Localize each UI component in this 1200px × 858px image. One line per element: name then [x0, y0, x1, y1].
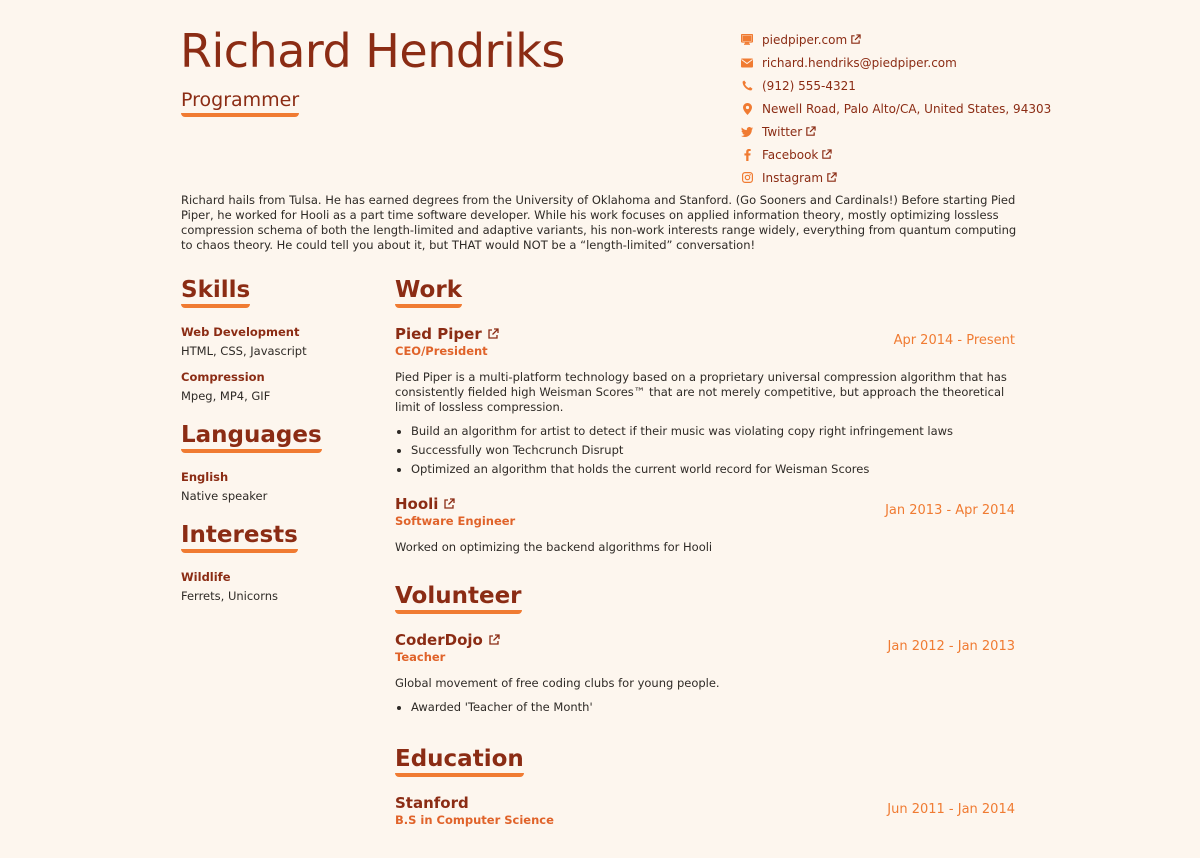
section-title-skills	[181, 277, 250, 308]
work-position: CEO/President	[395, 344, 488, 358]
work-date: Apr 2014 - Present	[893, 333, 1015, 348]
interest-name: Wildlife	[181, 570, 231, 584]
envelope-icon	[741, 57, 753, 69]
contact-phone[interactable]	[741, 74, 1051, 97]
contact-facebook[interactable]	[741, 143, 1051, 166]
language-name: English	[181, 470, 229, 484]
facebook-icon	[741, 149, 753, 161]
skill-name: Compression	[181, 370, 265, 384]
education-degree: B.S in Computer Science	[395, 813, 554, 827]
work-highlights	[395, 422, 1015, 479]
phone-number[interactable]: (912) 555-4321	[762, 78, 856, 93]
section-title-volunteer-text: Volunteer	[395, 583, 522, 609]
interests-section	[181, 522, 371, 603]
instagram-link[interactable]: Instagram	[762, 170, 824, 185]
list-item: Awarded 'Teacher of the Month'	[395, 698, 1015, 717]
skills-section	[181, 277, 371, 403]
section-title-interests-text: Interests	[181, 522, 298, 548]
work-entry	[395, 495, 1015, 555]
external-link-icon[interactable]	[487, 328, 499, 340]
twitter-link[interactable]: Twitter	[762, 124, 803, 139]
list-item: Successfully won Techcrunch Disrupt	[395, 441, 1015, 460]
section-title-education-text: Education	[395, 746, 524, 772]
work-company-text[interactable]: Hooli	[395, 495, 439, 513]
section-title-interests	[181, 522, 298, 553]
section-underline	[395, 610, 522, 614]
list-item: Build an algorithm for artist to detect if their music was violating copy right infringement laws	[395, 422, 1015, 441]
interest-keywords: Ferrets, Unicorns	[181, 589, 279, 603]
skill-name: Web Development	[181, 325, 300, 339]
job-label	[181, 89, 299, 117]
work-company-text[interactable]: Pied Piper	[395, 325, 482, 343]
monitor-icon	[741, 34, 753, 46]
education-date: Jun 2011 - Jan 2014	[887, 802, 1015, 817]
address-text: Newell Road, Palo Alto/CA, United States, 94303	[762, 101, 1052, 116]
section-underline	[395, 304, 462, 308]
contact-website[interactable]	[741, 28, 1051, 51]
person-name: Richard Hendriks	[180, 24, 565, 78]
contact-twitter[interactable]	[741, 120, 1051, 143]
contact-instagram[interactable]	[741, 166, 1051, 189]
instagram-icon	[741, 172, 753, 184]
contact-address	[741, 97, 1051, 120]
volunteer-highlights	[395, 698, 1015, 717]
facebook-link[interactable]: Facebook	[762, 147, 819, 162]
section-title-work-text: Work	[395, 277, 462, 303]
volunteer-summary: Global movement of free coding clubs for young people.	[395, 676, 720, 690]
contact-list	[741, 28, 1051, 189]
section-title-work	[395, 277, 462, 308]
section-underline	[395, 773, 524, 777]
external-link-icon	[821, 149, 832, 160]
map-marker-icon	[741, 103, 753, 115]
twitter-icon	[741, 126, 753, 138]
volunteer-date: Jan 2012 - Jan 2013	[887, 639, 1015, 654]
section-title-education	[395, 746, 524, 777]
work-date: Jan 2013 - Apr 2014	[885, 503, 1015, 518]
volunteer-organization-text[interactable]: CoderDojo	[395, 631, 483, 649]
section-title-skills-text: Skills	[181, 277, 251, 303]
left-column	[181, 277, 371, 622]
external-link-icon[interactable]	[488, 634, 500, 646]
contact-email[interactable]	[741, 51, 1051, 74]
email-link[interactable]: richard.hendriks@piedpiper.com	[762, 55, 957, 70]
section-title-languages-text: Languages	[181, 422, 322, 448]
section-title-languages	[181, 422, 322, 453]
language-fluency: Native speaker	[181, 489, 268, 503]
section-underline	[181, 304, 250, 308]
external-link-icon	[850, 34, 861, 45]
skill-keywords: Mpeg, MP4, GIF	[181, 389, 271, 403]
section-underline	[181, 549, 298, 553]
work-summary: Worked on optimizing the backend algorithms for Hooli	[395, 540, 713, 554]
list-item: Optimized an algorithm that holds the current world record for Weisman Scores	[395, 460, 1015, 479]
section-title-volunteer	[395, 583, 522, 614]
work-summary: Pied Piper is a multi-platform technology based on a proprietary universal compression algorithm that has consistently fielded high Weisman Scores™ that are not merely competitive, but approach the theoretical limit of lossless compression.	[395, 370, 1007, 414]
skill-keywords: HTML, CSS, Javascript	[181, 344, 307, 358]
phone-icon	[741, 80, 753, 92]
summary-paragraph: Richard hails from Tulsa. He has earned degrees from the University of Oklahoma and Stanford. (Go Sooners and Cardinals!) Before starting Pied Piper, he worked for Hooli as a part time software developer. While his work focuses on applied information theory, mostly optimizing lossless compression schema of both the length-limited and adaptive variants, his non-work interests range widely, everything from quantum computing to chaos theory. He could tell you about it, but THAT would NOT be a “length-limited” conversation!	[181, 193, 1017, 252]
languages-section	[181, 422, 371, 503]
volunteer-entry	[395, 631, 1015, 717]
education-entry	[395, 794, 1015, 827]
section-underline	[181, 449, 322, 453]
work-position: Software Engineer	[395, 514, 516, 528]
website-link[interactable]: piedpiper.com	[762, 32, 848, 47]
education-institution: Stanford	[395, 794, 469, 812]
volunteer-position: Teacher	[395, 650, 446, 664]
right-column	[395, 277, 1015, 827]
external-link-icon	[805, 126, 816, 137]
job-label-text: Programmer	[181, 89, 300, 111]
job-label-underline	[181, 113, 299, 117]
work-entry	[395, 325, 1015, 479]
external-link-icon[interactable]	[443, 498, 455, 510]
external-link-icon	[826, 172, 837, 183]
